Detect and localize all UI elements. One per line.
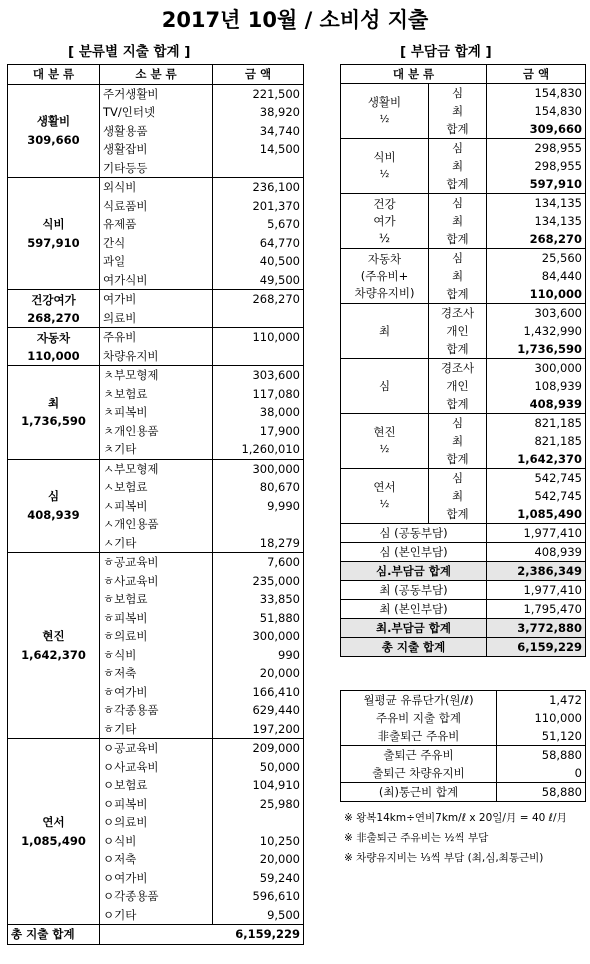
row-amount: 597,910 xyxy=(487,175,586,194)
row-amount: 298,955 xyxy=(487,157,586,175)
category-name: 심 xyxy=(47,489,60,504)
column-header: 소 분 류 xyxy=(100,65,213,85)
item-amount: 166,410 xyxy=(213,683,304,702)
row-label: 최 xyxy=(429,487,487,505)
row-amount: 1,432,990 xyxy=(487,322,586,340)
item-amount: 33,850 xyxy=(213,590,304,609)
share-row xyxy=(341,581,586,600)
item-amount: 235,000 xyxy=(213,572,304,591)
block-name: 자동차 (주유비+ 차량유지비) xyxy=(354,251,415,300)
fuel-row xyxy=(341,764,586,783)
item-amount: 51,880 xyxy=(213,609,304,628)
item-amount: 50,000 xyxy=(213,758,304,777)
item-label: 주유비 xyxy=(100,328,213,347)
row-label: 합계 xyxy=(429,450,487,469)
category-cell xyxy=(8,553,100,739)
row-amount: 25,560 xyxy=(487,249,586,268)
column-header: 금 액 xyxy=(213,65,304,85)
column-header: 금 액 xyxy=(487,65,586,84)
item-label: ㅅ개인용품 xyxy=(100,515,213,534)
category-cell xyxy=(8,178,100,290)
item-amount: 990 xyxy=(213,646,304,665)
block-name: 현진 xyxy=(373,425,396,439)
fuel-label: (최)통근비 합계 xyxy=(341,783,497,802)
item-label: ㅇ각종용품 xyxy=(100,887,213,906)
category-name: 현진 xyxy=(42,629,65,643)
item-amount xyxy=(213,515,304,534)
item-label: ㅎ공교육비 xyxy=(100,553,213,572)
table-row xyxy=(341,194,586,213)
item-label: ㅇ공교육비 xyxy=(100,739,213,758)
item-amount: 9,500 xyxy=(213,906,304,925)
fuel-amount: 1,472 xyxy=(497,691,586,710)
category-total: 1,085,490 xyxy=(21,833,86,848)
table-row xyxy=(8,290,304,309)
fuel-row xyxy=(341,783,586,802)
item-label: ㅇ의료비 xyxy=(100,813,213,832)
item-label: ㅎ식비 xyxy=(100,646,213,665)
share-amount: 1,977,410 xyxy=(487,524,586,543)
item-amount xyxy=(213,347,304,366)
item-label: ㅎ보험료 xyxy=(100,590,213,609)
page-title: 2017년 10월 / 소비성 지출 xyxy=(161,8,429,32)
fuel-label: 非출퇴근 주유비 xyxy=(341,727,497,746)
block-name-cell xyxy=(341,139,429,194)
row-label: 최 xyxy=(429,157,487,175)
item-amount: 17,900 xyxy=(213,422,304,441)
table-row xyxy=(341,304,586,323)
row-amount: 108,939 xyxy=(487,377,586,395)
share-amount: 1,977,410 xyxy=(487,581,586,600)
share-row xyxy=(341,562,586,581)
category-totals-table xyxy=(7,64,304,945)
item-amount xyxy=(213,159,304,178)
table-row xyxy=(8,459,304,478)
item-label: ㅎ사교육비 xyxy=(100,572,213,591)
item-label: ㅇ식비 xyxy=(100,832,213,851)
row-label: 합계 xyxy=(429,285,487,304)
category-name: 최 xyxy=(47,395,60,410)
fuel-label: 월평균 유류단가(원/ℓ) xyxy=(341,691,497,710)
row-label: 개인 xyxy=(429,377,487,395)
category-cell xyxy=(8,84,100,178)
block-fraction: ½ xyxy=(379,169,390,180)
row-amount: 1,642,370 xyxy=(487,450,586,469)
item-label: ㅇ피복비 xyxy=(100,795,213,814)
category-total: 1,736,590 xyxy=(21,414,86,429)
item-amount: 110,000 xyxy=(213,328,304,347)
category-total: 110,000 xyxy=(27,348,80,363)
row-label: 합계 xyxy=(429,175,487,194)
item-amount xyxy=(213,309,304,328)
item-amount: 49,500 xyxy=(213,271,304,290)
row-label: 최 xyxy=(429,212,487,230)
row-amount: 110,000 xyxy=(487,285,586,304)
header-row xyxy=(8,65,304,85)
block-name-cell xyxy=(341,469,429,524)
item-amount: 38,920 xyxy=(213,103,304,122)
fuel-label: 주유비 지출 합계 xyxy=(341,709,497,727)
fuel-row xyxy=(341,691,586,710)
fuel-amount: 58,880 xyxy=(497,783,586,802)
item-label: ㅅ보험료 xyxy=(100,478,213,497)
row-amount: 134,135 xyxy=(487,194,586,213)
item-label: ㅊ개인용품 xyxy=(100,422,213,441)
category-total: 408,939 xyxy=(27,507,80,522)
right-section-heading: [ 부담금 합계 ] xyxy=(400,44,492,60)
share-row xyxy=(341,543,586,562)
block-name-cell xyxy=(341,304,429,359)
block-name: 건강 여가 ½ xyxy=(373,196,396,245)
table-row xyxy=(341,414,586,433)
item-label: 식료품비 xyxy=(100,197,213,216)
block-name-cell xyxy=(341,84,429,139)
row-amount: 303,600 xyxy=(487,304,586,323)
category-name: 식비 xyxy=(42,217,65,231)
table-row xyxy=(8,366,304,385)
fuel-row xyxy=(341,746,586,765)
block-fraction: ½ xyxy=(379,499,390,510)
note-line: ※ 非출퇴근 주유비는 ½씩 부담 xyxy=(344,832,489,844)
row-label: 심 xyxy=(429,139,487,158)
left-section-heading: [ 분류별 지출 합계 ] xyxy=(68,44,191,60)
category-name: 생활비 xyxy=(36,114,71,129)
item-amount xyxy=(213,813,304,832)
item-amount: 80,670 xyxy=(213,478,304,497)
item-label: ㅎ저축 xyxy=(100,664,213,683)
table-row xyxy=(341,84,586,103)
item-amount: 64,770 xyxy=(213,234,304,253)
block-name-cell xyxy=(341,194,429,249)
item-amount: 14,500 xyxy=(213,140,304,159)
note-line: ※ 차량유지비는 ⅓씩 부담 (최,심,최통근비) xyxy=(344,852,544,864)
block-name: 최 xyxy=(378,323,391,338)
share-amount: 6,159,229 xyxy=(487,638,586,657)
item-amount: 221,500 xyxy=(213,84,304,103)
share-amount: 408,939 xyxy=(487,543,586,562)
table-row xyxy=(341,139,586,158)
item-label: ㅇ사교육비 xyxy=(100,758,213,777)
item-label: ㅇ보험료 xyxy=(100,776,213,795)
item-label: 과일 xyxy=(100,252,213,271)
item-label: ㅇ기타 xyxy=(100,906,213,925)
item-label: 생활용품 xyxy=(100,122,213,141)
row-label: 최 xyxy=(429,102,487,120)
row-label: 최 xyxy=(429,432,487,450)
share-totals-table xyxy=(340,64,586,657)
fuel-label: 출퇴근 차량유지비 xyxy=(341,764,497,783)
table-row xyxy=(8,84,304,103)
item-label: 주거생활비 xyxy=(100,84,213,103)
row-amount: 1,736,590 xyxy=(487,340,586,359)
item-amount: 104,910 xyxy=(213,776,304,795)
item-amount: 7,600 xyxy=(213,553,304,572)
block-name: 심 xyxy=(378,378,391,393)
item-label: ㅅ기타 xyxy=(100,534,213,553)
item-amount: 1,260,010 xyxy=(213,440,304,459)
category-cell xyxy=(8,459,100,553)
row-amount: 268,270 xyxy=(487,230,586,249)
notes xyxy=(344,808,567,868)
item-label: ㅊ부모형제 xyxy=(100,366,213,385)
fuel-cost-table xyxy=(340,690,586,802)
fuel-label: 출퇴근 주유비 xyxy=(341,746,497,765)
table-row xyxy=(8,553,304,572)
category-cell xyxy=(8,290,100,328)
item-amount: 268,270 xyxy=(213,290,304,309)
block-name: 연서 xyxy=(373,480,396,494)
share-label: 최 (본인부담) xyxy=(341,600,487,619)
share-label: 심.부담금 합계 xyxy=(341,562,487,581)
item-amount: 197,200 xyxy=(213,720,304,739)
item-label: ㅎ피복비 xyxy=(100,609,213,628)
row-label: 심 xyxy=(429,84,487,103)
item-amount: 38,000 xyxy=(213,403,304,422)
block-name: 식비 xyxy=(373,150,396,164)
grand-total-value: 6,159,229 xyxy=(100,925,304,945)
row-amount: 408,939 xyxy=(487,395,586,414)
item-label: TV/인터넷 xyxy=(100,103,213,122)
row-amount: 154,830 xyxy=(487,102,586,120)
row-label: 심 xyxy=(429,194,487,213)
share-amount: 3,772,880 xyxy=(487,619,586,638)
block-name-cell xyxy=(341,359,429,414)
item-label: ㅅ부모형제 xyxy=(100,459,213,478)
category-cell xyxy=(8,366,100,460)
row-amount: 300,000 xyxy=(487,359,586,378)
row-amount: 309,660 xyxy=(487,120,586,139)
row-label: 합계 xyxy=(429,340,487,359)
item-amount: 236,100 xyxy=(213,178,304,197)
row-amount: 542,745 xyxy=(487,487,586,505)
share-row xyxy=(341,619,586,638)
block-fraction: ½ xyxy=(379,444,390,455)
item-amount: 5,670 xyxy=(213,215,304,234)
row-label: 최 xyxy=(429,267,487,285)
share-amount: 2,386,349 xyxy=(487,562,586,581)
fuel-row xyxy=(341,709,586,727)
item-amount: 20,000 xyxy=(213,664,304,683)
item-label: ㅊ피복비 xyxy=(100,403,213,422)
item-label: ㅊ기타 xyxy=(100,440,213,459)
row-label: 심 xyxy=(429,249,487,268)
block-name-cell xyxy=(341,414,429,469)
item-label: 외식비 xyxy=(100,178,213,197)
block-name: 생활비 xyxy=(367,95,402,109)
column-header: 대 분 류 xyxy=(341,65,487,84)
table-row xyxy=(341,359,586,378)
category-name: 연서 xyxy=(42,815,65,829)
table-row xyxy=(8,328,304,347)
row-amount: 542,745 xyxy=(487,469,586,488)
item-amount: 40,500 xyxy=(213,252,304,271)
table-row xyxy=(341,249,586,268)
item-amount: 117,080 xyxy=(213,385,304,404)
category-name: 자동차 xyxy=(36,330,71,345)
item-label: ㅎ의료비 xyxy=(100,627,213,646)
row-label: 합계 xyxy=(429,120,487,139)
item-amount: 209,000 xyxy=(213,739,304,758)
item-amount: 201,370 xyxy=(213,197,304,216)
share-label: 심 (본인부담) xyxy=(341,543,487,562)
grand-total-row xyxy=(8,925,304,945)
row-amount: 134,135 xyxy=(487,212,586,230)
item-amount: 9,990 xyxy=(213,497,304,516)
row-label: 경조사 xyxy=(429,359,487,378)
category-total: 597,910 xyxy=(27,235,80,250)
row-amount: 821,185 xyxy=(487,414,586,433)
item-label: ㅎ각종용품 xyxy=(100,701,213,720)
item-label: 여가식비 xyxy=(100,271,213,290)
row-label: 경조사 xyxy=(429,304,487,323)
fuel-amount: 58,880 xyxy=(497,746,586,765)
item-label: 간식 xyxy=(100,234,213,253)
item-amount: 20,000 xyxy=(213,850,304,869)
table-row xyxy=(8,739,304,758)
item-label: ㅇ저축 xyxy=(100,850,213,869)
item-amount: 59,240 xyxy=(213,869,304,888)
row-label: 심 xyxy=(429,414,487,433)
fuel-row xyxy=(341,727,586,746)
column-header: 대 분 류 xyxy=(8,65,100,85)
category-cell xyxy=(8,328,100,366)
share-row xyxy=(341,524,586,543)
row-label: 개인 xyxy=(429,322,487,340)
share-label: 총 지출 합계 xyxy=(341,638,487,657)
share-amount: 1,795,470 xyxy=(487,600,586,619)
item-label: 기타등등 xyxy=(100,159,213,178)
share-row xyxy=(341,600,586,619)
row-amount: 84,440 xyxy=(487,267,586,285)
header-row xyxy=(341,65,586,84)
item-label: 여가비 xyxy=(100,290,213,309)
item-amount: 10,250 xyxy=(213,832,304,851)
item-amount: 25,980 xyxy=(213,795,304,814)
item-amount: 300,000 xyxy=(213,627,304,646)
grand-total-label: 총 지출 합계 xyxy=(8,925,100,945)
category-cell xyxy=(8,739,100,925)
row-label: 합계 xyxy=(429,395,487,414)
table-row xyxy=(341,469,586,488)
fuel-amount: 0 xyxy=(497,764,586,783)
item-label: ㅇ여가비 xyxy=(100,869,213,888)
item-label: 생활잡비 xyxy=(100,140,213,159)
category-total: 309,660 xyxy=(27,132,80,147)
row-label: 합계 xyxy=(429,505,487,524)
item-amount: 596,610 xyxy=(213,887,304,906)
fuel-amount: 110,000 xyxy=(497,709,586,727)
item-amount: 34,740 xyxy=(213,122,304,141)
row-amount: 154,830 xyxy=(487,84,586,103)
row-amount: 298,955 xyxy=(487,139,586,158)
note-line: ※ 왕복14km÷연비7km/ℓ x 20일/月 = 40 ℓ/月 xyxy=(344,812,568,824)
item-amount: 300,000 xyxy=(213,459,304,478)
item-label: ㅊ보험료 xyxy=(100,385,213,404)
share-label: 최 (공동부담) xyxy=(341,581,487,600)
item-label: ㅅ피복비 xyxy=(100,497,213,516)
item-label: ㅎ기타 xyxy=(100,720,213,739)
row-label: 합계 xyxy=(429,230,487,249)
category-total: 1,642,370 xyxy=(21,647,86,662)
share-label: 최.부담금 합계 xyxy=(341,619,487,638)
category-name: 건강여가 xyxy=(31,292,76,307)
item-amount: 629,440 xyxy=(213,701,304,720)
share-label: 심 (공동부담) xyxy=(341,524,487,543)
block-fraction: ½ xyxy=(379,114,390,125)
item-label: 유제품 xyxy=(100,215,213,234)
share-row xyxy=(341,638,586,657)
row-label: 심 xyxy=(429,469,487,488)
category-total: 268,270 xyxy=(27,310,80,325)
table-row xyxy=(8,178,304,197)
item-amount: 303,600 xyxy=(213,366,304,385)
fuel-amount: 51,120 xyxy=(497,727,586,746)
row-amount: 1,085,490 xyxy=(487,505,586,524)
item-amount: 18,279 xyxy=(213,534,304,553)
item-label: 차량유지비 xyxy=(100,347,213,366)
row-amount: 821,185 xyxy=(487,432,586,450)
block-name-cell xyxy=(341,249,429,304)
item-label: ㅎ여가비 xyxy=(100,683,213,702)
item-label: 의료비 xyxy=(100,309,213,328)
